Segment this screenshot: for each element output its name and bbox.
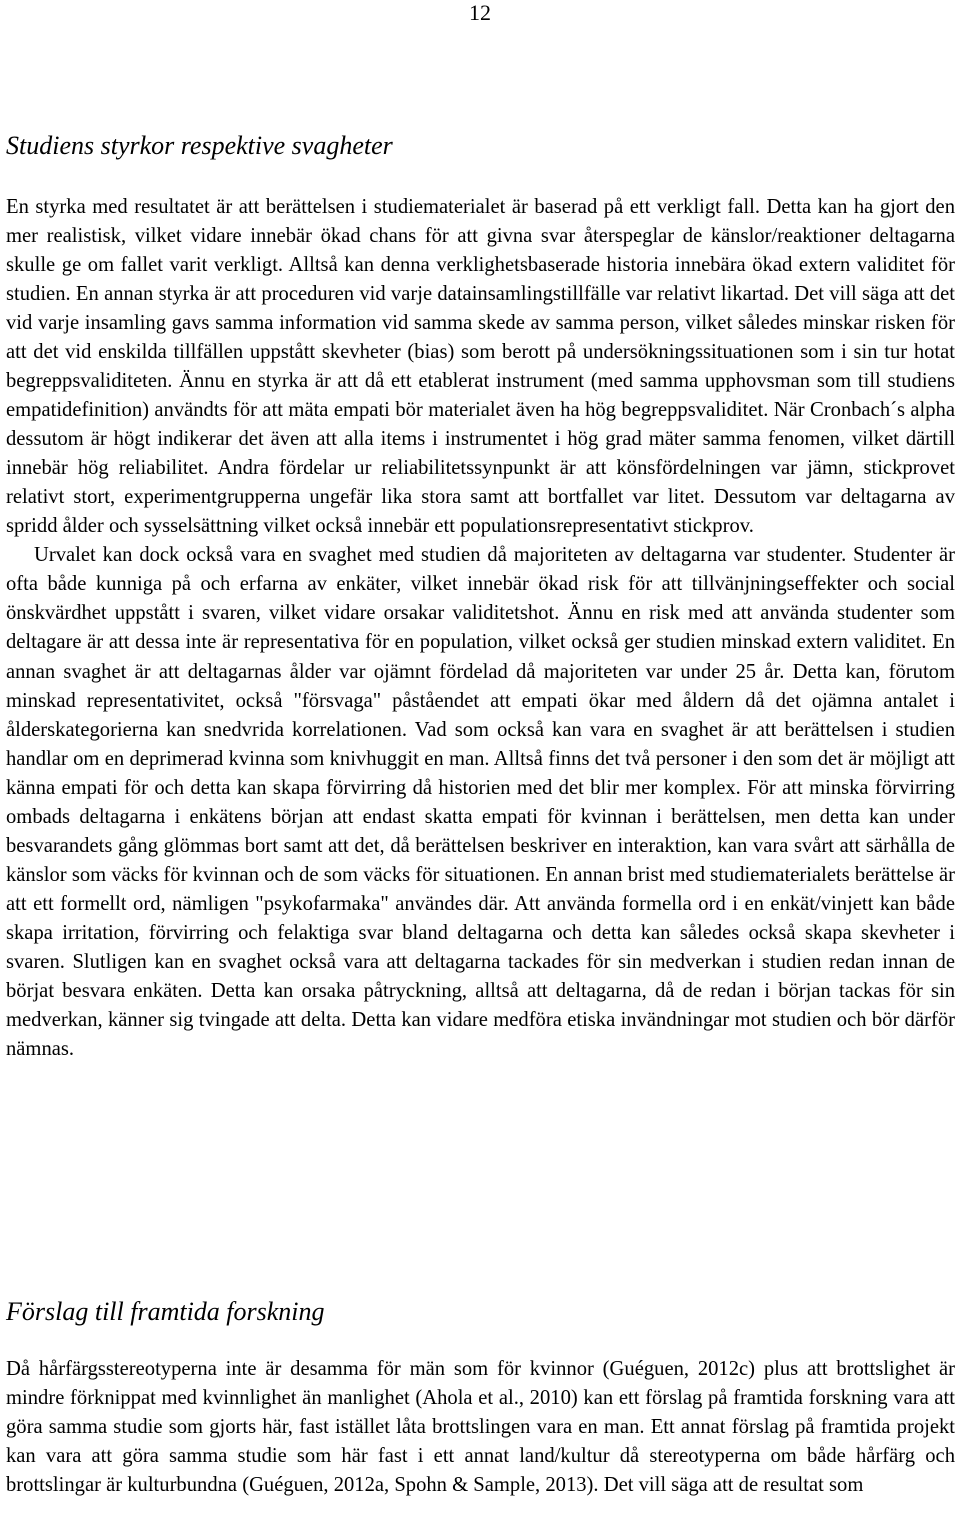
paragraph: Då hårfärgsstereotyperna inte är desamma för män som för kvinnor (Guéguen, 2012c) plus att brottslighet är mindre förknippat med kvinnlighet än manlighet (Ahola et al., 2010) kan ett förslag på framtida forskning vara att göra samma studie som gjorts här, fast istället låta brottslingen vara en man. Ett annat förslag på framtida projekt kan vara att göra samma studie som här fast i ett annat land/kultur då stereotyperna om både hårfärg och brottslingar är kulturbundna (Guéguen, 2012a, Spohn & Sample, 2013). Det vill säga att de resultat som <box>6 1358 955 1497</box>
section-heading-future-research: Förslag till framtida forskning <box>6 1297 325 1326</box>
section-heading-strengths-weaknesses: Studiens styrkor respektive svagheter <box>6 131 393 160</box>
section-body-future-research <box>6 1355 955 1500</box>
paragraph: Urvalet kan dock också vara en svaghet med studien då majoriteten av deltagarna var studenter. Studenter är ofta både kunniga på och erfarna av enkäter, vilket innebär ökad risk för att tillvänjningseffekter och social önskvärdhet uppstått i svaren, vilket vidare orsakar validitetshot. Ännu en risk med att använda studenter som deltagare är att dessa inte är representativa för en population, vilket också ger studien minskad extern validitet. En annan svaghet är att deltagarnas ålder var ojämnt fördelad då majoriteten var under 25 år. Detta kan, förutom minskad representativitet, också "försvaga" påståendet att empati ökar med åldern då det ojämna antalet i ålderskategorierna kan snedvrida korrelationen. Vad som också kan vara en svaghet är att berättelsen i studien handlar om en deprimerad kvinna som knivhuggit en man. Alltså finns det två personer i den som det är möjligt att känna empati för och detta kan skapa förvirring då historien med det blir mer komplex. För att minska förvirring ombads deltagarna i enkätens början att endast skatta empati för kvinnan i berättelsen, men detta kan under besvarandets gång glömmas bort samt att det, då berättelsen beskriver en interaktion, kan vara svårt att särhålla de känslor som väcks för kvinnan och de som väcks för situationen. En annan brist med studiematerialets berättelse är att ett formellt ord, nämligen "psykofarmaka" användes där. Att använda formella ord i en enkät/vinjett kan både skapa irritation, förvirring och felaktiga svar bland deltagarna och detta kan således också skapa skevheter i svaren. Slutligen kan en svaghet också vara att deltagarna tackades för sin medverkan i studien redan innan de börjat besvara enkäten. Detta kan orsaka påtryckning, alltså att deltagarna, då de redan i början tackas för sin medverkan, känner sig tvingade att delta. Detta kan vidare medföra etiska invändningar mot studien och bör därför nämnas. <box>6 544 955 1060</box>
section-body-strengths-weaknesses <box>6 193 955 1064</box>
page-number: 12 <box>469 0 491 25</box>
paragraph: En styrka med resultatet är att berättelsen i studiematerialet är baserad på ett verkligt fall. Detta kan ha gjort den mer realistisk, vilket vidare innebär ökad chans för att givna svar återspeglar de känslor/reaktioner deltagarna skulle ge om fallet varit verkligt. Alltså kan denna verklighetsbaserade historia innebära ökad extern validitet för studien. En annan styrka är att proceduren vid varje datainsamlingstillfälle var relativt likartad. Det vill säga att det vid varje insamling gavs samma information vid samma skede av samma person, vilket således minskar risken för att det vid enskilda tillfällen uppstått skevheter (bias) som berott på undersökningssituationen som i sin tur hotat begreppsvaliditeten. Ännu en styrka är att då ett etablerat instrument (med samma upphovsman som till studiens empatidefinition) användts för att mäta empati bör materialet även ha hög begreppsvaliditet. När Cronbach´s alpha dessutom är högt indikerar det även att alla items i instrumentet i hög grad mäter samma fenomen, vilket därtill innebär hög reliabilitet. Andra fördelar ur reliabilitetssynpunkt är att könsfördelningen var jämn, stickprovet relativt stort, experimentgrupperna ungefär lika stora samt att bortfallet var litet. Dessutom var deltagarna av spridd ålder och sysselsättning vilket också innebär ett populationsrepresentativt stickprov. <box>6 196 955 538</box>
